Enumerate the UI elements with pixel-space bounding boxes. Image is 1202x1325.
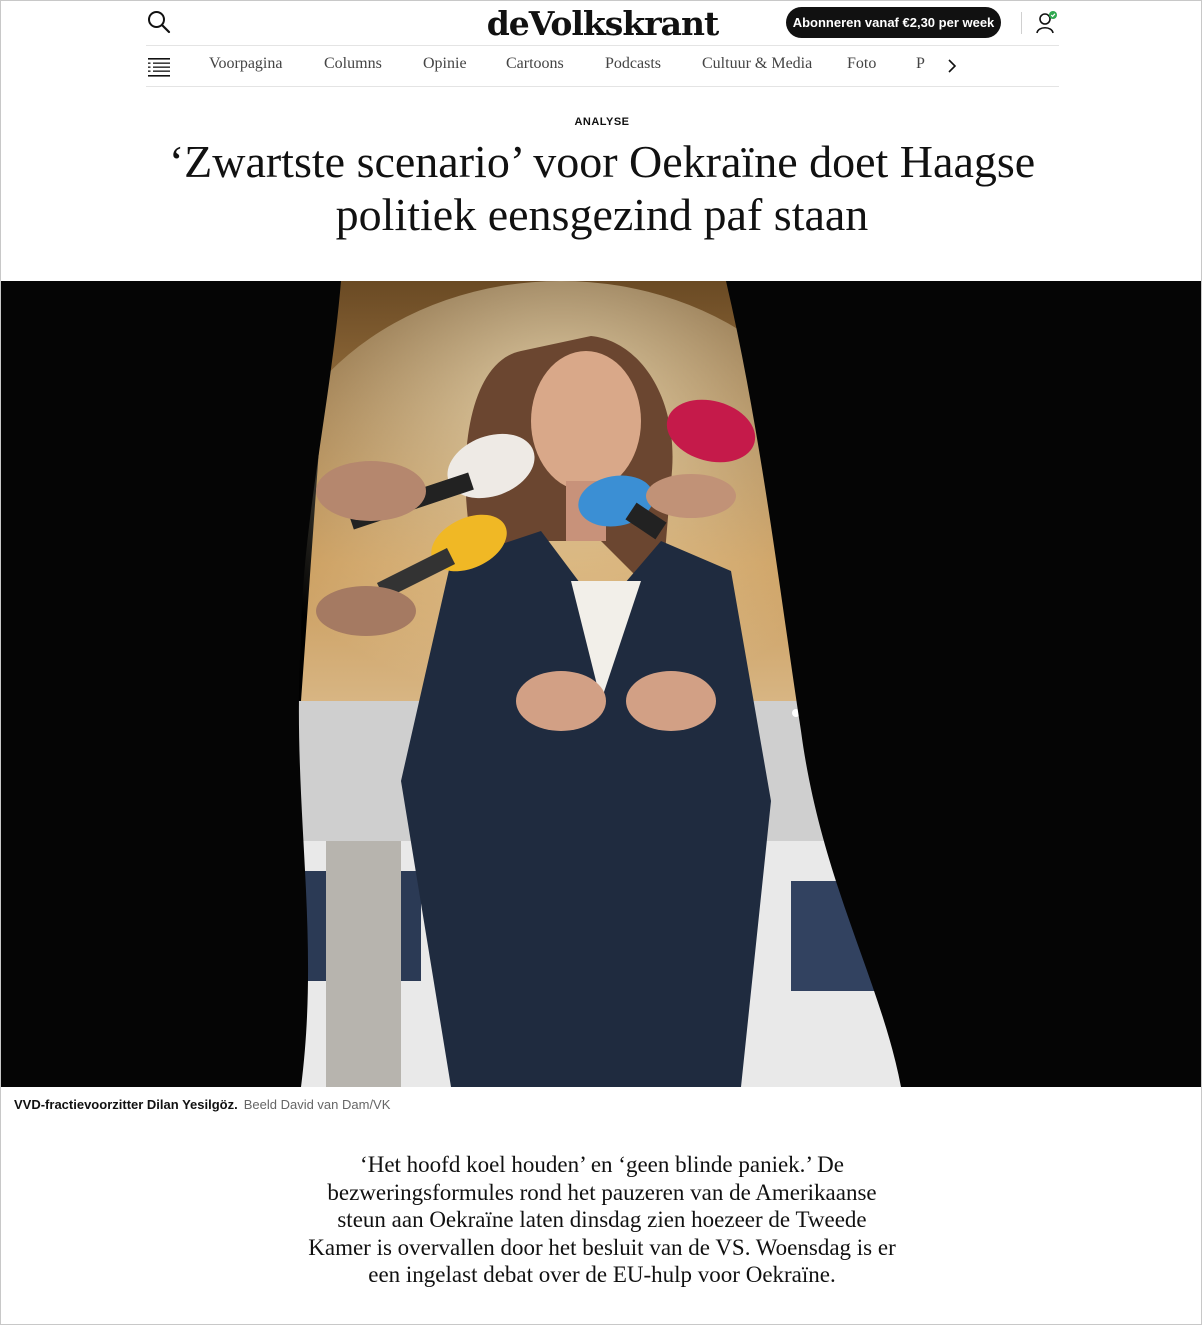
photo-credit: Beeld David van Dam/VK: [243, 1097, 391, 1112]
menu-icon: [146, 56, 172, 78]
subscribe-button[interactable]: Abonneren vanaf €2,30 per week: [786, 7, 1001, 38]
section-nav: [146, 46, 1059, 86]
nav-item-truncated[interactable]: P: [916, 55, 925, 72]
nav-list: [209, 46, 949, 86]
nav-next-button[interactable]: [946, 56, 958, 76]
nav-item-foto[interactable]: Foto: [847, 55, 877, 72]
nav-item-opinie[interactable]: Opinie: [423, 55, 467, 72]
header-divider: [1021, 12, 1022, 34]
nav-item-voorpagina[interactable]: Voorpagina: [209, 55, 283, 72]
site-header: [146, 1, 1059, 45]
nav-item-cultuur-media[interactable]: Cultuur & Media: [702, 55, 813, 72]
article-kicker: ANALYSE: [574, 116, 630, 128]
nav-item-columns[interactable]: Columns: [324, 55, 382, 72]
nav-rule: [146, 86, 1059, 87]
account-button[interactable]: [1035, 10, 1059, 36]
site-logo[interactable]: deVolkskrant: [486, 4, 719, 43]
account-icon: [1035, 10, 1059, 36]
chevron-right-icon: [946, 56, 958, 76]
nav-item-podcasts[interactable]: Podcasts: [605, 55, 661, 72]
article-lead: ‘Het hoofd koel houden’ en ‘geen blinde paniek.’ De bezweringsformules rond het pauzeren van de Amerikaanse steun aan Oekraïne laten dinsdag zien hoezeer de Tweede Kamer is overvallen door het besluit van de VS. Woensdag is er een ingelast debat over de EU-hulp voor Oekraïne.: [308, 1152, 896, 1287]
hero-photo: [1, 281, 1202, 1087]
photo-caption: [14, 1097, 390, 1112]
article-headline: ‘Zwartste scenario’ voor Oekraïne doet Haagse politiek eensgezind paf staan: [168, 136, 1036, 240]
nav-item-cartoons[interactable]: Cartoons: [506, 55, 564, 72]
menu-button[interactable]: [146, 56, 172, 78]
caption-text: VVD-fractievoorzitter Dilan Yesilgöz.: [14, 1097, 238, 1112]
